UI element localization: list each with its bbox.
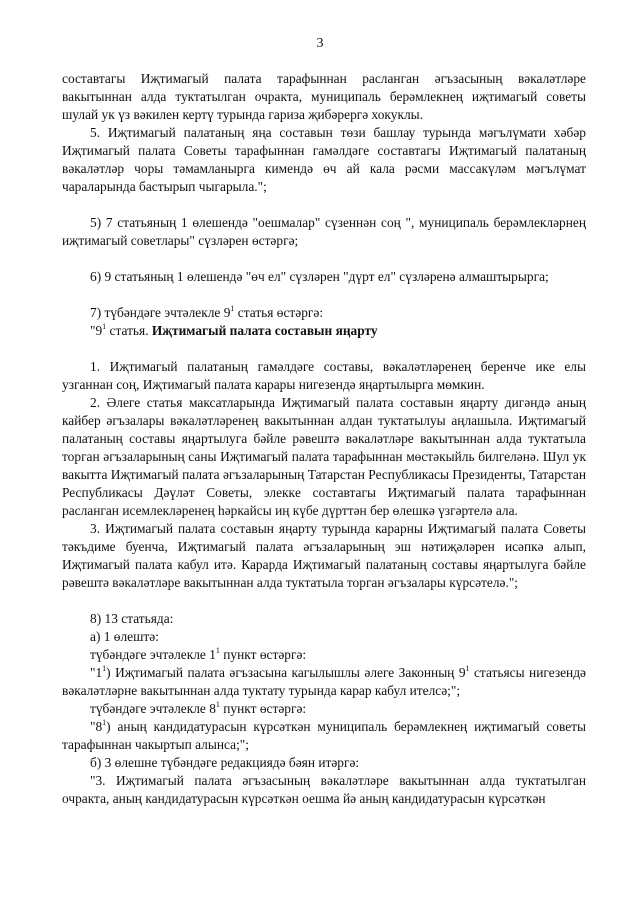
paragraph-7: 1. Иҗтимагый палатаның гамәлдәге составы, вәкаләтләренең беренче ике елы узганнан соң, Иҗтимагый палата карары нигезендә яңартылырга мөмкин.	[62, 359, 586, 392]
paragraph-8: 2. Әлеге статья максатларында Иҗтимагый палата составын яңарту дигәндә аның кайбер әгъзалары вәкаләтләренең вакытыннан алдан туктатылуы аңлашыла. Иҗтимагый палатаның составы яңартылуга бәйле рәвештә вәкаләтләре вакытыннан алда туктатыла торган әгъзаларының саны Иҗтимагый палата тарафыннан мөстәкыйль билгеләнә. Шул ук вакытта Иҗтимагый палата әгъзаларының Татарстан Республикасы Президенты, Татарстан Республикасы Дәүләт Советы, элеккe составтагы Иҗтимагый палата тарафыннан расланган исемлекләренең һәркайсы иң күбе дүрттән бер өлешкә үзгәртелә ала.	[62, 395, 586, 518]
paragraph-11: а) 1 өлештә:	[90, 629, 159, 644]
paragraph-14: түбәндәге эчтәлекле $8^1$ пункт өстәргә:	[90, 700, 307, 716]
paragraph-1: составтагы Иҗтимагый палата тарафыннан расланган әгъзасының вәкаләтләре вакытыннан алда туктатылган очракта, муниципаль берәмлекнең иҗтимагый советы шулай ук үз вәкилен кертү турында гариза җибәрергә хокуклы.	[62, 71, 586, 122]
paragraph-12: түбәндәге эчтәлекле $1^1$ пункт өстәргә:	[90, 646, 307, 662]
paragraph-9: 3. Иҗтимагый палата составын яңарту турында карарны Иҗтимагый палата Советы тәкъдиме буенча, Иҗтимагый палата әгъзаларының эш нәтиҗәләрен исәпкә алып, Иҗтимагый палата кабул итә. Карарда Иҗтимагый палатаның составы яңартылуга бәйле рәвештә вәкаләтләре вакытыннан алда туктатыла торган әгъзалары күрсәтелә.";	[62, 521, 586, 590]
paragraph-5: 7) түбәндәге эчтәлекле $9^1$ статья өстәргә:	[90, 304, 324, 320]
article-heading: "$9^1$ статья. Иҗтимагый палата составын яңарту	[90, 322, 378, 338]
paragraph-17: "3. Иҗтимагый палата әгъзасының вәкаләтләре вакытыннан алда туктатылган очракта, аның кандидатурасын күрсәткән оешма йә аның кандидатурасын күрсәткән	[62, 773, 586, 806]
paragraph-3: 5) 7 статьяның 1 өлешендә "оешмалар" сүзеннән соң ", муниципаль берәмлекләрнең иҗтимагый советлары" сүзләрен өстәргә;	[62, 215, 586, 248]
paragraph-15: "$8^1$) аның кандидатурасын күрсәткән муниципаль берәмлекнең иҗтимагый советы тарафыннан чакыртып алынса;";	[62, 718, 586, 752]
article-title: Иҗтимагый палата составын яңарту	[151, 323, 378, 338]
paragraph-16: б) 3 өлешне түбәндәге редакциядә бәян итәргә:	[90, 755, 360, 770]
paragraph-2: 5. Иҗтимагый палатаның яңа составын төзи башлау турында мәгълүмати хәбәр Иҗтимагый палата Советы тарафыннан гамәлдәге составтагы Иҗтимагый палатаның вәкаләтләр чоры тәмамланырга кимендә өч ай кала рәсми массакүләм мәгълүмат чараларында бастырып чыгарыла.";	[62, 125, 586, 194]
page-number: 3	[316, 36, 324, 51]
paragraph-4: 6) 9 статьяның 1 өлешендә "өч ел" сүзләрен "дүрт ел" сүзләренә алмаштырырга;	[90, 269, 549, 284]
paragraph-10: 8) 13 статьяда:	[90, 611, 174, 626]
paragraph-13: "$1^1$) Иҗтимагый палата әгъзасына кагылышлы әлеге Законның $9^1$ статьясы нигезендә вәкаләтләрне вакытыннан алда туктату турында карар кабул ителсә;";	[62, 664, 586, 698]
document-body	[62, 70, 586, 808]
